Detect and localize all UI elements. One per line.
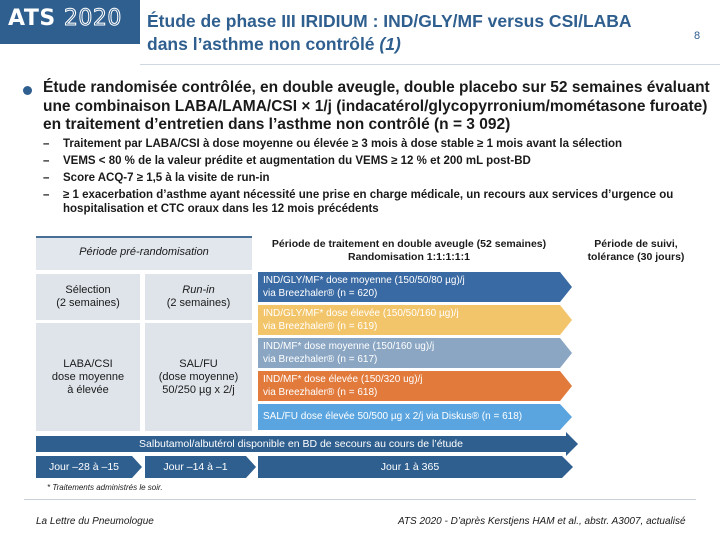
slide-title xyxy=(147,10,687,56)
criterion-item xyxy=(43,188,713,216)
title-line-2 xyxy=(147,33,687,56)
arm-line: IND/GLY/MF* dose élevée (150/50/160 µg)/j xyxy=(263,308,459,319)
arm-line: IND/MF* dose moyenne (150/160 ug)/j xyxy=(263,341,435,352)
study-description: Étude randomisée contrôlée, en double aveugle, double placebo sur 52 semaines évaluant une combinaison LABA/LAMA/CSI × 1/j (indacatérol/glycopyrronium/mométasone furoate) en traitement d’entretien dans l’asthme non contrôlé (n = 3 092) xyxy=(43,79,710,133)
timeline-runin: Jour –14 à –1 xyxy=(145,456,246,478)
criterion-text: Traitement par LABA/CSI à dose moyenne ou élevée ≥ 3 mois à dose stable ≥ 1 mois avant la sélection xyxy=(63,138,623,150)
criterion-text: Score ACQ-7 ≥ 1,5 à la visite de run-in xyxy=(63,172,270,184)
arm-arrowhead xyxy=(560,404,572,430)
slide-header xyxy=(0,0,720,72)
laba-line: à élevée xyxy=(67,383,109,396)
timeline-arrowhead xyxy=(132,456,142,478)
runin-title: Run-in xyxy=(182,284,215,296)
arm-ind-mf-high xyxy=(258,371,560,401)
pre-randomisation-label: Période pré-randomisation xyxy=(79,246,209,258)
timeline-selection: Jour –28 à –15 xyxy=(36,456,132,478)
arm-ind-gly-mf-high xyxy=(258,305,560,335)
rescue-arrowhead xyxy=(566,432,578,456)
followup-duration: tolérance (30 jours) xyxy=(587,251,685,263)
arm-line: via Breezhaler® (n = 620) xyxy=(263,288,378,299)
arm-arrowhead xyxy=(560,272,572,302)
journal-name: La Lettre du Pneumologue xyxy=(36,516,154,527)
criterion-item xyxy=(43,137,713,151)
dash-icon: – xyxy=(43,172,50,184)
arm-ind-mf-medium xyxy=(258,338,560,368)
logo-year: 2020 xyxy=(63,6,122,31)
selection-duration: (2 semaines) xyxy=(56,297,120,309)
source-reference: ATS 2020 - D’après Kerstjens HAM et al., abstr. A3007, actualisé xyxy=(398,516,686,527)
footnote: * Traitements administrés le soir. xyxy=(47,483,163,492)
arm-line: IND/GLY/MF* dose moyenne (150/50/80 µg)/j xyxy=(263,275,465,286)
salfu-line: 50/250 µg x 2/j xyxy=(162,383,235,396)
inclusion-criteria-list xyxy=(43,137,713,216)
timeline-treatment: Jour 1 à 365 xyxy=(258,456,562,478)
arm-arrowhead xyxy=(560,371,572,401)
dash-icon: – xyxy=(43,155,50,167)
criterion-item xyxy=(43,154,713,168)
treatment-period-title: Période de traitement en double aveugle (52 semaines) xyxy=(271,238,547,250)
dash-icon: – xyxy=(43,189,50,201)
footer-divider xyxy=(24,499,696,500)
treatment-period-label xyxy=(258,238,560,264)
timeline-arrowhead xyxy=(562,456,573,478)
page-number: 8 xyxy=(694,30,701,42)
arm-arrowhead xyxy=(560,305,572,335)
criterion-text: VEMS < 80 % de la valeur prédite et augmentation du VEMS ≥ 12 % et 200 mL post-BD xyxy=(63,155,531,167)
criterion-item xyxy=(43,171,713,185)
header-divider xyxy=(140,64,720,65)
ats-logo xyxy=(0,0,140,44)
arm-line: via Breezhaler® (n = 618) xyxy=(263,387,378,398)
runin-duration: (2 semaines) xyxy=(166,297,231,309)
selection-box xyxy=(36,274,140,320)
followup-title: Période de suivi, xyxy=(594,238,678,250)
followup-period-label xyxy=(580,238,692,264)
bullet-icon xyxy=(23,86,32,95)
arm-sal-fu-high xyxy=(258,404,560,430)
arm-line: via Breezhaler® (n = 617) xyxy=(263,354,378,365)
title-line-1: Étude de phase III IRIDIUM : IND/GLY/MF versus CSI/LABA xyxy=(147,11,632,31)
laba-csi-box xyxy=(36,323,140,431)
logo-text xyxy=(8,6,122,31)
arm-line: IND/MF* dose élevée (150/320 ug)/j xyxy=(263,374,423,385)
selection-title: Sélection xyxy=(65,284,111,296)
rescue-medication-bar: Salbutamol/albutérol disponible en BD de secours au cours de l’étude xyxy=(36,436,566,452)
salfu-runin-box xyxy=(145,323,252,431)
randomisation-ratio: Randomisation 1:1:1:1:1 xyxy=(348,251,470,263)
arm-arrowhead xyxy=(560,338,572,368)
arm-line: SAL/FU dose élevée 50/500 µg x 2/j via Diskus® (n = 618) xyxy=(263,411,523,422)
dash-icon: – xyxy=(43,138,50,150)
title-line-2-main: dans l’asthme non contrôlé xyxy=(147,34,375,54)
arm-line: via Breezhaler® (n = 619) xyxy=(263,321,378,332)
timeline-arrowhead xyxy=(246,456,256,478)
title-reference: (1) xyxy=(379,34,401,54)
criterion-text: ≥ 1 exacerbation d’asthme ayant nécessité une prise en charge médicale, un recours aux services d’urgence ou hospitalisation et CTC oraux dans les 12 mois précédents xyxy=(63,189,674,215)
laba-line: LABA/CSI xyxy=(63,357,113,370)
arm-ind-gly-mf-medium xyxy=(258,272,560,302)
logo-prefix: ATS xyxy=(8,6,56,31)
salfu-line: SAL/FU xyxy=(179,357,218,370)
laba-line: dose moyenne xyxy=(51,370,125,383)
runin-box xyxy=(145,274,252,320)
salfu-line: (dose moyenne) xyxy=(158,370,239,383)
